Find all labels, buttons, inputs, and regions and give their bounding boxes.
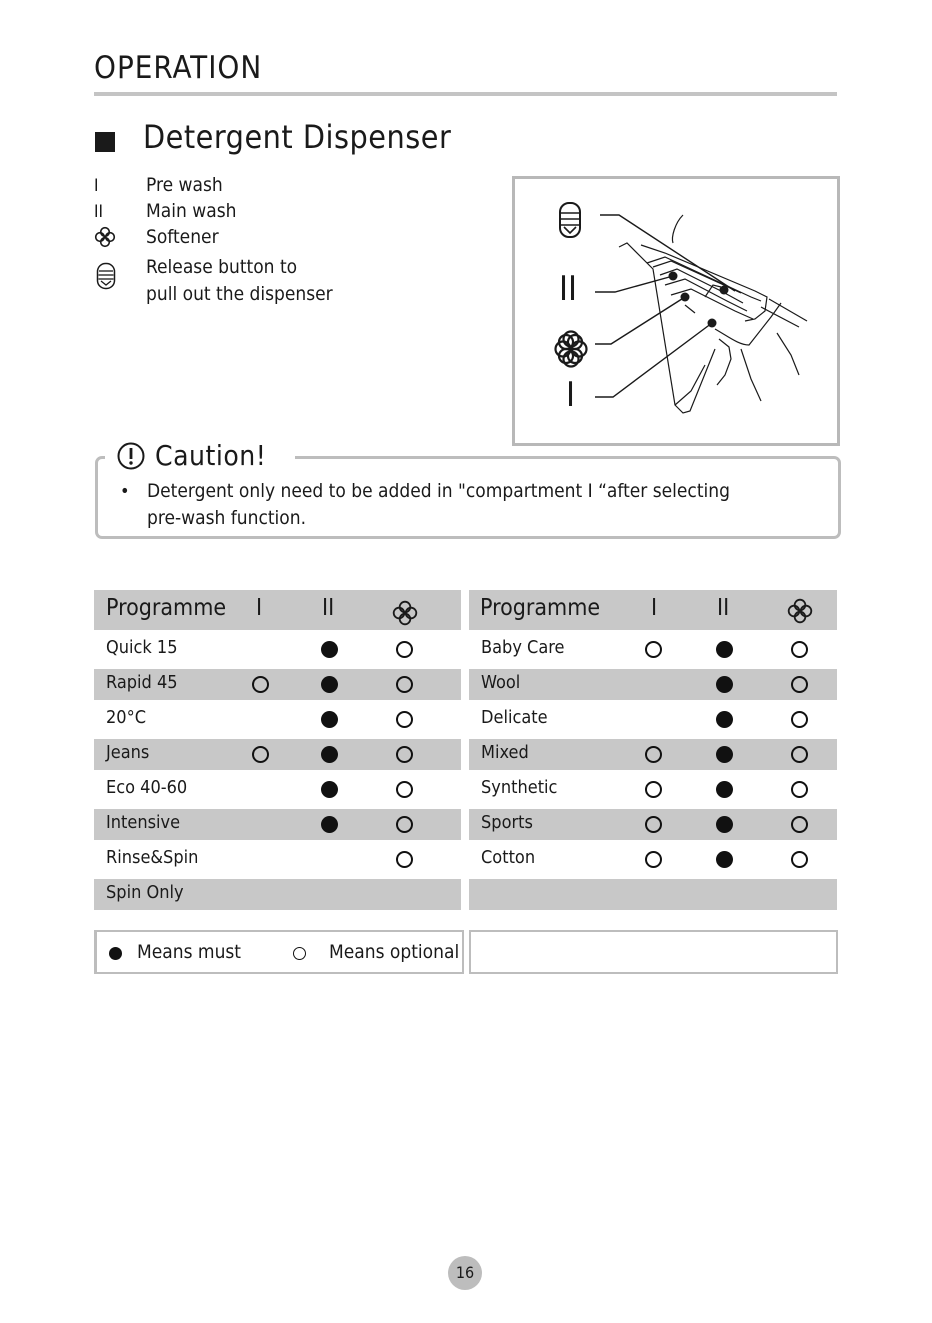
optional-dot-icon [293,947,306,960]
optional-dot-icon [396,816,413,833]
programme-name: Intensive [106,812,181,833]
section-bullet [95,132,115,152]
symbol-key-left [94,930,464,974]
optional-dot-icon [791,711,808,728]
must-dot-icon [321,781,338,798]
optional-dot-icon [791,746,808,763]
optional-dot-icon [791,781,808,798]
table-row [94,739,461,770]
pre-wash-label: Pre wash [146,174,223,196]
caution-title: Caution! [155,439,267,472]
table-header [94,590,461,630]
table-row [469,879,837,910]
programme-table-right [469,590,837,910]
optional-dot-icon [791,816,808,833]
must-dot-icon [716,851,733,868]
table-header [469,590,837,630]
must-dot-icon [716,746,733,763]
must-dot-icon [321,746,338,763]
diagram-label-main-wash: II [559,269,578,309]
section-title: Detergent Dispenser [143,118,452,156]
programme-name: Cotton [481,847,536,868]
pre-wash-symbol: I [94,176,99,196]
must-dot-icon [716,781,733,798]
diagram-release-icon [560,203,580,237]
programme-table-left [94,590,461,910]
optional-dot-icon [645,746,662,763]
must-dot-icon [321,676,338,693]
page-number: 16 [448,1256,482,1290]
softener-flower-icon [94,226,116,248]
programme-name: Wool [481,672,521,693]
must-dot-icon [321,641,338,658]
optional-dot-icon [645,641,662,658]
header-pre-wash: I [256,595,263,621]
optional-dot-icon [396,676,413,693]
header-softener-icon [787,598,813,624]
table-row [469,739,837,770]
table-row [469,844,837,875]
header-main-wash: II [322,595,335,621]
diagram-softener-icon [556,332,587,367]
table-row [94,704,461,735]
table-row [94,844,461,875]
must-label: Means must [137,941,242,963]
optional-dot-icon [396,781,413,798]
programme-name: Rinse&Spin [106,847,199,868]
caution-bullet: • [120,481,130,502]
main-wash-label: Main wash [146,200,237,222]
table-row [94,879,461,910]
optional-dot-icon [396,746,413,763]
programme-name: Synthetic [481,777,558,798]
dispenser-diagram [512,176,840,446]
table-row [94,774,461,805]
must-dot-icon [716,816,733,833]
programme-name: Delicate [481,707,548,728]
programme-name: Mixed [481,742,529,763]
optional-dot-icon [252,746,269,763]
programme-name: Baby Care [481,637,565,658]
caution-text-line2: pre-wash function. [147,507,307,529]
main-wash-symbol: II [94,202,104,222]
programme-name: Eco 40-60 [106,777,188,798]
header-main-wash: II [717,595,730,621]
programme-name: Jeans [106,742,150,763]
table-row [469,704,837,735]
programme-name: Quick 15 [106,637,178,658]
optional-dot-icon [645,781,662,798]
caution-text [147,478,807,532]
must-dot-icon [716,641,733,658]
table-row [94,634,461,665]
must-dot-icon [321,711,338,728]
optional-dot-icon [396,641,413,658]
header-rule [94,92,837,96]
optional-dot-icon [791,641,808,658]
table-row [469,809,837,840]
optional-dot-icon [791,676,808,693]
header-softener-icon [392,600,418,626]
release-button-label-line2: pull out the dispenser [146,283,333,305]
table-row [469,634,837,665]
table-row [94,669,461,700]
must-dot-icon [109,947,122,960]
exclamation-icon [117,442,145,470]
programme-name: Sports [481,812,533,833]
must-dot-icon [321,816,338,833]
header-programme: Programme [480,595,601,621]
diagram-label-pre-wash: I [566,375,576,415]
dispenser-drawing [515,179,837,443]
header-programme: Programme [106,595,227,621]
symbol-key [94,930,837,974]
table-row [469,774,837,805]
header-pre-wash: I [651,595,658,621]
optional-dot-icon [396,711,413,728]
softener-label: Softener [146,226,219,248]
optional-dot-icon [645,851,662,868]
programme-name: 20°C [106,707,147,728]
programme-name: Rapid 45 [106,672,178,693]
table-row [469,669,837,700]
optional-dot-icon [252,676,269,693]
optional-dot-icon [645,816,662,833]
release-button-label-line1: Release button to [146,256,298,278]
must-dot-icon [716,711,733,728]
table-row [94,809,461,840]
must-dot-icon [716,676,733,693]
caution-text-line1: Detergent only need to be added in "compartment I “after selecting [147,480,730,502]
page-header: OPERATION [94,50,263,86]
release-button-icon [96,262,116,290]
programme-name: Spin Only [106,882,184,903]
optional-dot-icon [396,851,413,868]
optional-dot-icon [791,851,808,868]
optional-label: Means optional [329,941,460,963]
symbol-key-right [469,930,838,974]
